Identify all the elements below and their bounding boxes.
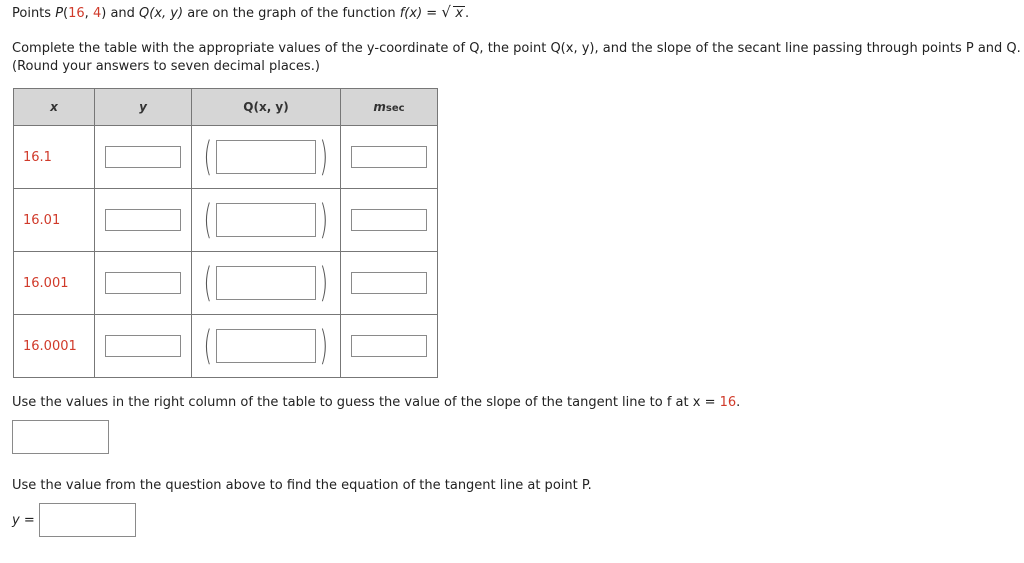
x-value: 16.001 [14, 252, 95, 315]
header-m-sub: sec [385, 103, 405, 114]
question-tangent-line: Use the value from the question above to find the equation of the tangent line at point P. [12, 478, 592, 493]
header-m-text: m [373, 100, 386, 114]
header-q [192, 89, 341, 126]
table-row [14, 189, 438, 252]
header-msec [341, 89, 438, 126]
function-name: f(x) [399, 6, 423, 21]
slope-answer-input[interactable] [12, 420, 109, 454]
paren-close: ) [319, 323, 329, 369]
header-x [14, 89, 95, 126]
and-label: and [110, 6, 135, 21]
sqrt-expression [441, 3, 465, 21]
x-value: 16.0001 [14, 315, 95, 378]
paren-open: ( [203, 134, 213, 180]
y-equals-label [12, 513, 35, 528]
instructions-line1: Complete the table with the appropriate values of the y-coordinate of Q, the point Q(x, y), and the slope of the secant line passing through points P and Q. [12, 41, 1021, 56]
msec-input[interactable] [351, 335, 427, 357]
question-slope-guess [12, 395, 740, 410]
table-row [14, 315, 438, 378]
y-input[interactable] [105, 335, 181, 357]
question-slope-x-value: 16 [719, 395, 737, 410]
q-input[interactable] [216, 266, 316, 300]
msec-input[interactable] [351, 146, 427, 168]
paren-close: ) [319, 260, 329, 306]
y-input[interactable] [105, 272, 181, 294]
header-y-text: y [139, 100, 147, 114]
question-slope-text: Use the values in the right column of the table to guess the value of the slope of the tangent line to f at x = [12, 395, 720, 410]
header-q-text: Q(x, y) [243, 100, 289, 114]
table-row [14, 126, 438, 189]
points-label: Points [12, 6, 52, 21]
paren-open: ( [203, 260, 213, 306]
msec-input[interactable] [351, 272, 427, 294]
function-phrase: are on the graph of the function [187, 6, 396, 21]
instructions-line2: (Round your answers to seven decimal places.) [12, 59, 320, 74]
header-y [95, 89, 192, 126]
y-input[interactable] [105, 209, 181, 231]
problem-statement: Points P(16, 4) and Q(x, y) are on the graph of the function f(x) = √ x . [12, 3, 470, 21]
header-x-text: x [50, 100, 58, 114]
question-slope-end: . [736, 395, 741, 410]
q-input[interactable] [216, 329, 316, 363]
y-equals-text: y = [12, 513, 35, 528]
paren-open: ( [203, 323, 213, 369]
table-row [14, 252, 438, 315]
q-input[interactable] [216, 140, 316, 174]
equals-sign: = [426, 6, 438, 21]
point-p-y: 4 [92, 6, 102, 21]
x-value: 16.1 [14, 126, 95, 189]
radicand: x [455, 6, 464, 21]
radical-icon: √ [441, 3, 451, 21]
q-input[interactable] [216, 203, 316, 237]
point-p-label: P [55, 6, 64, 21]
x-value: 16.01 [14, 189, 95, 252]
point-p-x: 16 [68, 6, 85, 21]
tangent-equation-input[interactable] [39, 503, 136, 537]
y-input[interactable] [105, 146, 181, 168]
paren-open: ( [203, 197, 213, 243]
paren-close: ) [319, 197, 329, 243]
point-q-label: Q(x, y) [139, 6, 184, 21]
paren-close: ) [319, 134, 329, 180]
msec-input[interactable] [351, 209, 427, 231]
secant-table [13, 88, 438, 378]
